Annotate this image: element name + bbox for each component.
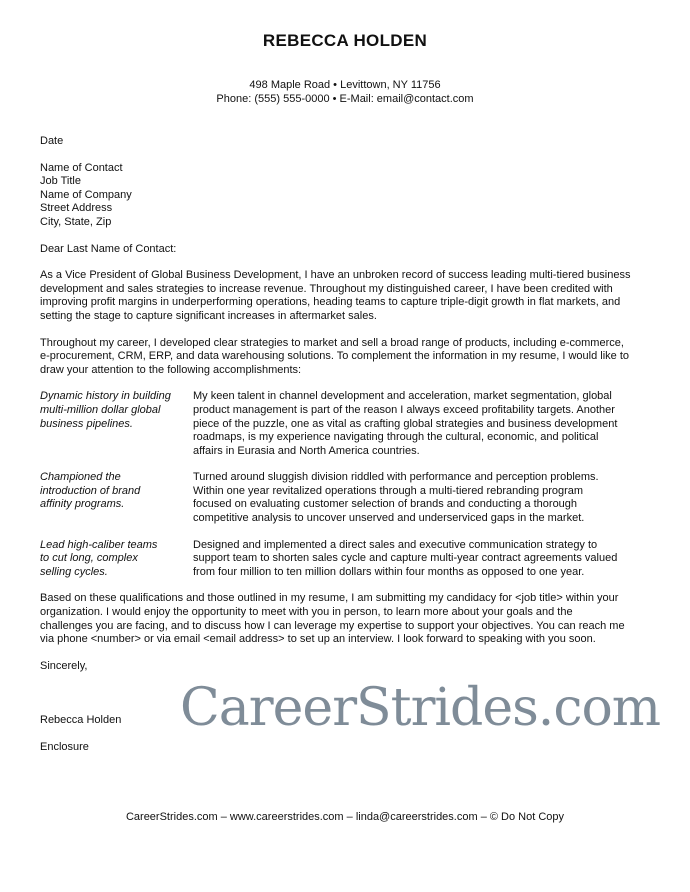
text-line: focused on evaluating customer selection of brands and conducting a thorough bbox=[193, 498, 578, 511]
text-line: roadmaps, is my experience navigating through the cultural, economic, and political bbox=[193, 431, 599, 444]
text-line: piece of the puzzle, one as vital as crafting global strategies and business development bbox=[193, 417, 618, 430]
closing: Sincerely, bbox=[40, 659, 88, 672]
date: Date bbox=[40, 135, 64, 147]
accomplishment-title bbox=[40, 390, 186, 458]
watermark: CareerStrides.com bbox=[180, 677, 661, 738]
accomplishment-title bbox=[40, 471, 186, 525]
text-line: Based on these qualifications and those outlined in my resume, I am submitting my candidacy for <job title> within your bbox=[40, 592, 619, 605]
text-line: e-procurement, CRM, ERP, and data warehousing solutions. To complement the information in my resume, I would like to bbox=[40, 350, 629, 363]
text-line: Within one year revitalized operations through a multi-tiered rebranding program bbox=[193, 484, 584, 497]
text-line: affinity programs. bbox=[40, 498, 125, 511]
text-line: Turned around sluggish division riddled with performance and perception problems. bbox=[193, 471, 599, 484]
text-line: Job Title bbox=[40, 175, 81, 188]
footer: CareerStrides.com – www.careerstrides.com – linda@careerstrides.com – © Do Not Copy bbox=[125, 810, 565, 823]
text-line: selling cycles. bbox=[40, 565, 108, 578]
accomplishment-text bbox=[193, 539, 650, 580]
text-line: Name of Contact bbox=[40, 161, 123, 174]
applicant-name: REBECCA HOLDEN bbox=[262, 31, 428, 50]
salutation: Dear Last Name of Contact: bbox=[40, 242, 177, 255]
closing-area bbox=[40, 659, 661, 755]
text-line: to cut long, complex bbox=[40, 552, 138, 565]
text-line: affairs in Eurasia and North America countries. bbox=[193, 444, 420, 457]
accomplishment-text bbox=[193, 390, 650, 458]
text-line: Lead high-caliber teams bbox=[40, 538, 158, 551]
paragraph-intro bbox=[40, 269, 650, 323]
enclosure: Enclosure bbox=[40, 741, 89, 753]
text-line: setting the stage to capture significant increases in aftermarket sales. bbox=[40, 309, 377, 322]
text-line: competitive analysis to uncover unserved and underserviced gaps in the market. bbox=[193, 512, 585, 525]
text-line: support team to shorten sales cycle and capture multi-year contract agreements valued bbox=[193, 552, 618, 565]
text-line: challenges you are facing, and to discuss how I can leverage my expertise to support your objectives. You can reach me bbox=[40, 619, 625, 632]
accomplishment-row bbox=[40, 539, 650, 580]
paragraph-closing bbox=[40, 592, 650, 646]
text-line: draw your attention to the following accomplishments: bbox=[40, 363, 302, 376]
accomplishment-text bbox=[193, 471, 650, 525]
text-line: from four million to ten million dollars within four months as opposed to one year. bbox=[193, 565, 585, 578]
text-line: Dynamic history in building bbox=[40, 390, 171, 403]
text-line: organization. I would enjoy the opportunity to meet with you in person, to learn more about your goals and the bbox=[40, 606, 573, 619]
text-line: As a Vice President of Global Business Development, I have an unbroken record of success leading multi-tiered business bbox=[40, 269, 631, 282]
applicant-address: 498 Maple Road • Levittown, NY 11756 bbox=[249, 79, 441, 91]
closing-column bbox=[40, 660, 160, 755]
text-line: product management is part of the reason I always exceed profitability targets. Another bbox=[193, 403, 615, 416]
text-line: My keen talent in channel development and acceleration, market segmentation, global bbox=[193, 390, 612, 403]
accomplishment-row bbox=[40, 471, 650, 525]
text-line: Name of Company bbox=[40, 188, 132, 201]
text-line: introduction of brand bbox=[40, 484, 141, 497]
text-line: Designed and implemented a direct sales and executive communication strategy to bbox=[193, 538, 598, 551]
recipient-block bbox=[40, 162, 650, 230]
text-line: Street Address bbox=[40, 202, 113, 215]
text-line: business pipelines. bbox=[40, 417, 133, 430]
paragraph-strategies bbox=[40, 337, 650, 378]
text-line: Championed the bbox=[40, 471, 121, 484]
text-line: multi-million dollar global bbox=[40, 403, 161, 416]
text-line: City, State, Zip bbox=[40, 215, 112, 228]
signature-name: Rebecca Holden bbox=[40, 714, 122, 727]
accomplishment-row bbox=[40, 390, 650, 458]
text-line: Throughout my career, I developed clear strategies to market and sell a broad range of products, including e-commerce, bbox=[40, 336, 624, 349]
accomplishment-title bbox=[40, 539, 186, 580]
text-line: via phone <number> or via email <email address> to set up an interview. I look forward to speaking with you soon. bbox=[40, 633, 596, 646]
text-line: development and sales strategies to increase revenue. Throughout my distinguished career, I have been credited with bbox=[40, 282, 613, 295]
applicant-contact: Phone: (555) 555-0000 • E-Mail: email@contact.com bbox=[216, 93, 474, 105]
text-line: improving profit margins in underperforming operations, heading teams to capture triple-digit growth in flat markets, and bbox=[40, 296, 621, 309]
